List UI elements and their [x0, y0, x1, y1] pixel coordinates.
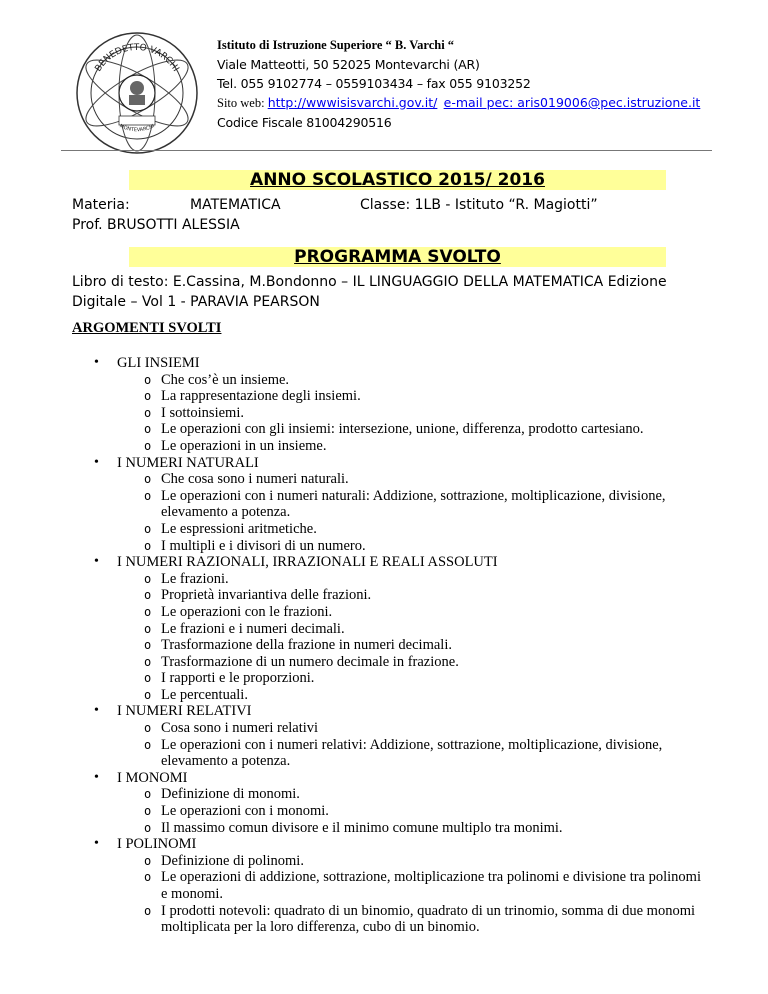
subtopic-list [117, 786, 768, 836]
topic-title: • I NUMERI RELATIVI [117, 703, 252, 720]
site-label: Sito web: [217, 96, 268, 110]
subtopic-item: o Le operazioni con i monomi. [117, 803, 768, 820]
svg-text:BENEDETTO VARCHI: BENEDETTO VARCHI [93, 42, 181, 74]
subtopic-item: o Le operazioni con gli insiemi: intersezione, unione, differenza, prodotto cartesiano. [117, 421, 768, 438]
institute-address: Viale Matteotti, 50 52025 Montevarchi (AR) [217, 57, 480, 72]
subject-value: MATEMATICA [190, 197, 281, 213]
subtopic-item: o Il massimo comun divisore e il minimo comune multiplo tra monimi. [117, 820, 768, 837]
subject-label: Materia: [72, 197, 130, 213]
institute-phone: Tel. 055 9102774 – 0559103434 – fax 055 9103252 [217, 76, 531, 91]
letterhead-text [217, 36, 700, 132]
subtopic-item: o I multipli e i divisori di un numero. [117, 538, 768, 555]
topic-title: • I POLINOMI [117, 836, 197, 853]
topic-title: • GLI INSIEMI [117, 355, 200, 371]
topics-list [0, 355, 768, 936]
subtopic-list [117, 853, 768, 936]
subtopic-item: o Trasformazione della frazione in numeri decimali. [117, 637, 768, 654]
subtopic-item: o I sottoinsiemi. [117, 405, 768, 422]
teacher-name: Prof. BRUSOTTI ALESSIA [72, 217, 240, 233]
subtopic-item: o Le operazioni con le frazioni. [117, 604, 768, 621]
subtopic-item: o Che cos’è un insieme. [117, 372, 768, 389]
web-line [217, 93, 700, 113]
subtopic-item: o Che cosa sono i numeri naturali. [117, 471, 768, 488]
topic-title: • I NUMERI NATURALI [117, 454, 259, 471]
header-divider [61, 150, 712, 151]
subtopic-item: o Le operazioni con i numeri naturali: Addizione, sottrazione, moltiplicazione, divisione, elevamento a potenza. [117, 488, 768, 521]
subtopic-item: o Le operazioni con i numeri relativi: Addizione, sottrazione, moltiplicazione, divisione, elevamento a potenza. [117, 737, 768, 770]
svg-text:MONTEVARCHI: MONTEVARCHI [118, 123, 156, 134]
subtopic-item: o Proprietà invariantiva delle frazioni. [117, 587, 768, 604]
school-seal-logo [74, 30, 200, 156]
class-info: Classe: 1LB - Istituto “R. Magiotti” [360, 197, 598, 213]
subtopic-item: o Le operazioni di addizione, sottrazione, moltiplicazione tra polinomi e divisione tra polinomi e monomi. [117, 869, 768, 902]
subtopic-item: o I prodotti notevoli: quadrato di un binomio, quadrato di un trinomio, somma di due monomi moltiplicata per la loro differenza, cubo di un binomio. [117, 903, 768, 936]
topic-item [0, 703, 768, 769]
institute-name: Istituto di Istruzione Superiore “ B. Varchi “ [217, 38, 455, 52]
letterhead [0, 0, 768, 150]
subtopic-item: o Le percentuali. [117, 687, 768, 704]
textbook-info: Libro di testo: E.Cassina, M.Bondonno – IL LINGUAGGIO DELLA MATEMATICA Edizione Digitale – Vol 1 - PARAVIA PEARSON [72, 274, 667, 310]
topic-item [0, 355, 768, 455]
topic-title: • I MONOMI [117, 769, 188, 786]
topic-item [0, 455, 768, 555]
website-link[interactable]: http://wwwisisvarchi.gov.it/ [267, 95, 438, 110]
topics-heading: ARGOMENTI SVOLTI [72, 320, 222, 336]
subtopic-list [117, 471, 768, 554]
subtopic-item: o Le espressioni aritmetiche. [117, 521, 768, 538]
subtopic-item: o Trasformazione di un numero decimale in frazione. [117, 654, 768, 671]
subtopic-item: o Cosa sono i numeri relativi [117, 720, 768, 737]
topic-title: • I NUMERI RAZIONALI, IRRAZIONALI E REALI ASSOLUTI [117, 554, 498, 571]
subtopic-item: o Le frazioni. [117, 571, 768, 588]
subtopic-item: o Le operazioni in un insieme. [117, 438, 768, 455]
email-link[interactable]: e-mail pec: aris019006@pec.istruzione.it [443, 95, 701, 110]
subtopic-item: o Le frazioni e i numeri decimali. [117, 621, 768, 638]
school-year-heading: ANNO SCOLASTICO 2015/ 2016 [129, 170, 666, 190]
subtopic-item: o I rapporti e le proporzioni. [117, 670, 768, 687]
topic-item [0, 836, 768, 936]
subtopic-list [117, 372, 768, 455]
topic-item [0, 770, 768, 836]
topic-item [0, 554, 768, 703]
subtopic-item: o Definizione di monomi. [117, 786, 768, 803]
fiscal-code: Codice Fiscale 81004290516 [217, 115, 392, 130]
subtopic-list [117, 571, 768, 704]
subtopic-list [117, 720, 768, 770]
subtopic-item: o La rappresentazione degli insiemi. [117, 388, 768, 405]
subtopic-item: o Definizione di polinomi. [117, 853, 768, 870]
program-heading: PROGRAMMA SVOLTO [129, 247, 666, 267]
